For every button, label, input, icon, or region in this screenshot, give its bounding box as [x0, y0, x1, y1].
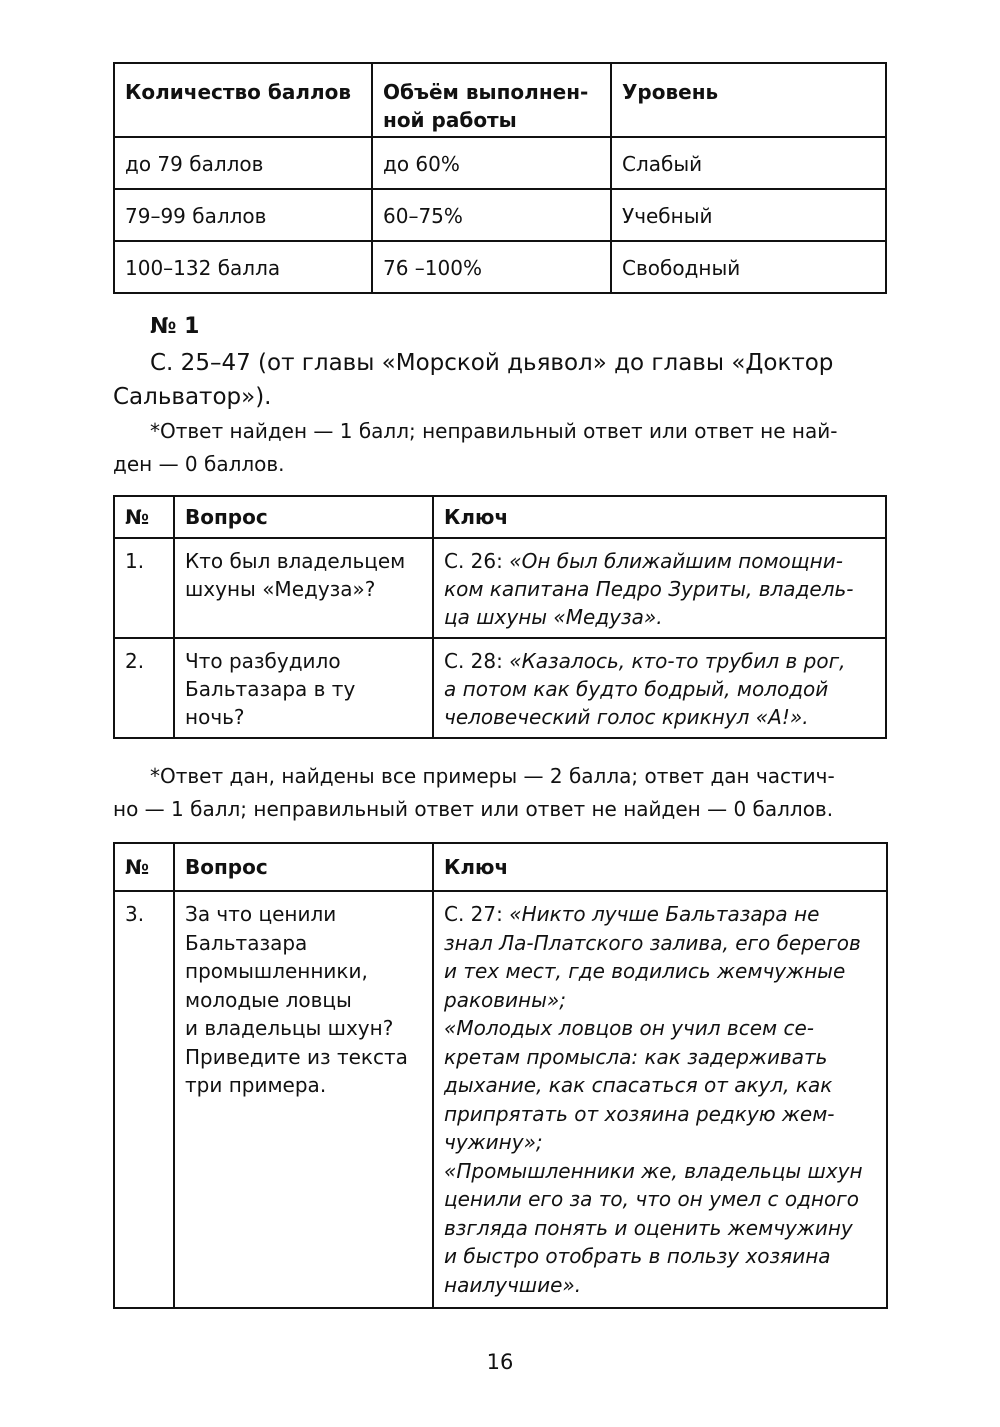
scoring-note-2: *Ответ дан, найдены все примеры — 2 балла; ответ дан частич- но — 1 балл; неправильный ответ или ответ не найден — 0 баллов.: [113, 764, 835, 821]
cell-question: Кто был владельцем шхуны «Медуза»?: [174, 538, 433, 638]
cell-key: [433, 638, 886, 738]
cell-number: 1.: [114, 538, 174, 638]
section-intro: С. 25–47 (от главы «Морской дьявол» до главы «Доктор Сальватор»).: [113, 350, 834, 410]
cell-volume: 60–75%: [372, 189, 611, 241]
table-row: [114, 241, 886, 293]
table-row: [114, 189, 886, 241]
scoring-note-1: *Ответ найден — 1 балл; неправильный ответ или ответ не най- ден — 0 баллов.: [113, 419, 838, 476]
cell-level: Свободный: [611, 241, 886, 293]
header-key: Ключ: [433, 843, 887, 891]
page-ref: С. 27:: [444, 902, 510, 926]
page-ref: С. 26:: [444, 549, 510, 573]
table-header-row: [114, 496, 886, 538]
cell-points: до 79 баллов: [114, 137, 372, 189]
quote: «Казалось, кто-то трубил в рог, а потом как будто бодрый, молодой человеческий голос крикнул «А!».: [444, 649, 846, 729]
header-level: Уровень: [611, 63, 886, 137]
header-question: Вопрос: [174, 843, 433, 891]
header-key: Ключ: [433, 496, 886, 538]
questions-table-2: [113, 842, 888, 1309]
page-number: 16: [486, 1350, 514, 1374]
cell-points: 100–132 балла: [114, 241, 372, 293]
quote: «Никто лучше Бальтазара не знал Ла-Платского залива, его берегов и тех мест, где водились жемчужные раковины»; «Молодых ловцов он учил всем се- кретам промысла: как задерживать дыхание, как спасаться от акул, как припрятать от хозяина редкую жем- чужину»; «Промышленники же, владельцы шхун ценили его за то, что он умел с одного взгляда понять и оценить жемчужину и быстро отобрать в пользу хозяина наилучшие».: [444, 902, 863, 1297]
cell-level: Слабый: [611, 137, 886, 189]
section-heading: № 1: [150, 314, 200, 339]
cell-key: [433, 538, 886, 638]
cell-volume: 76 –100%: [372, 241, 611, 293]
quote: «Он был ближайшим помощни- ком капитана Педро Зуриты, владель- ца шхуны «Медуза».: [444, 549, 854, 629]
header-points: Количество баллов: [114, 63, 372, 137]
cell-number: 3.: [114, 891, 174, 1308]
cell-level: Учебный: [611, 189, 886, 241]
cell-points: 79–99 баллов: [114, 189, 372, 241]
cell-question: Что разбудило Бальтазара в ту ночь?: [174, 638, 433, 738]
table-row: [114, 137, 886, 189]
cell-volume: до 60%: [372, 137, 611, 189]
table-header-row: [114, 63, 886, 137]
cell-number: 2.: [114, 638, 174, 738]
page-ref: С. 28:: [444, 649, 510, 673]
header-question: Вопрос: [174, 496, 433, 538]
header-number: №: [114, 496, 174, 538]
cell-question: За что ценили Бальтазара промышленники, молодые ловцы и владельцы шхун? Приведите из текста три примера.: [174, 891, 433, 1308]
questions-table-1: [113, 495, 887, 739]
header-number: №: [114, 843, 174, 891]
header-work-volume: Объём выполнен- ной работы: [372, 63, 611, 137]
table-row: [114, 638, 886, 738]
table-header-row: [114, 843, 887, 891]
table-row: [114, 891, 887, 1308]
table-row: [114, 538, 886, 638]
levels-table: [113, 62, 887, 294]
cell-key: [433, 891, 887, 1308]
